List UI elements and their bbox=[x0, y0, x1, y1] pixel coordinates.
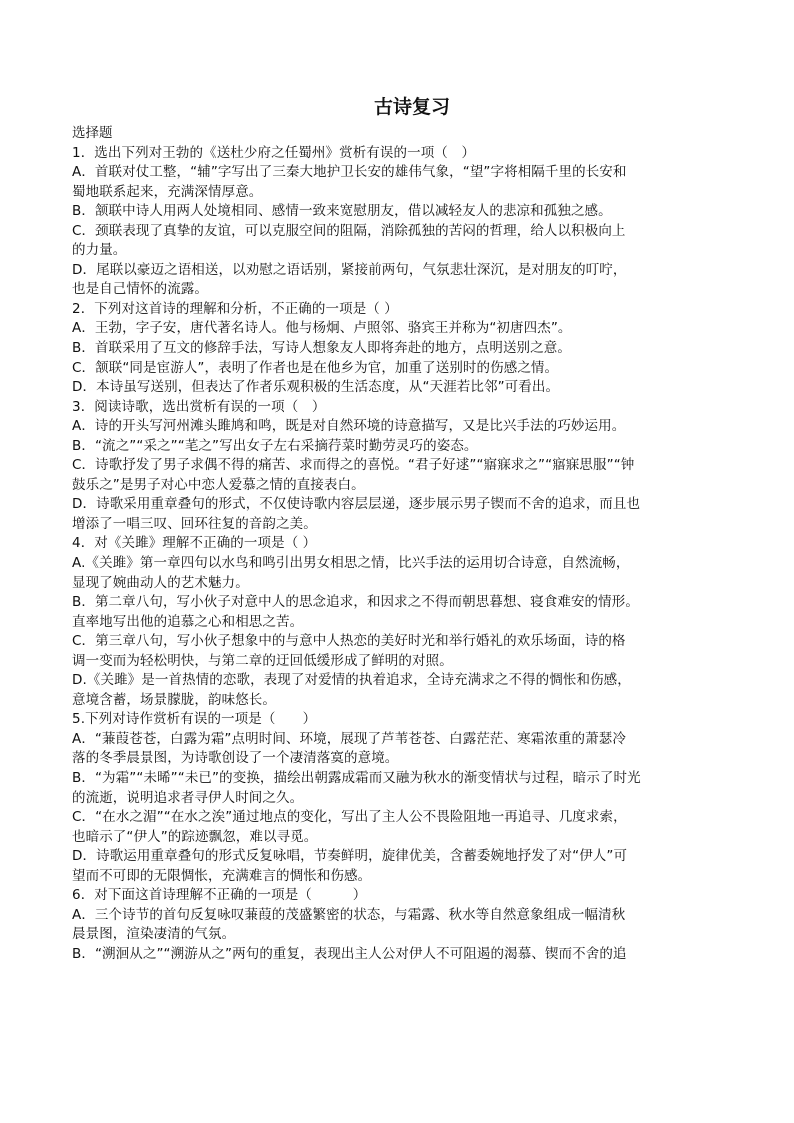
text-line: 调一变而为轻松明快，与第二章的迂回低缓形成了鲜明的对照。 bbox=[72, 652, 453, 669]
text-line: C．“在水之湄”“在水之涘”通过地点的变化，写出了主人公不畏险阻地一再追寻、几度求索， bbox=[72, 809, 627, 826]
text-line: A．三个诗节的首句反复咏叹蒹葭的茂盛繁密的状态，与霜露、秋水等自然意象组成一幅清秋 bbox=[72, 906, 626, 923]
text-line: 直率地写出他的追慕之心和相思之苦。 bbox=[72, 613, 304, 630]
text-line: 的流逝，说明追求者寻伊人时间之久。 bbox=[72, 789, 304, 806]
text-line: 6．对下面这首诗理解不正确的一项是（ ） bbox=[72, 887, 367, 904]
text-line: 也是自己情怀的流露。 bbox=[72, 281, 208, 298]
text-line: 增添了一唱三叹、回环往复的音韵之美。 bbox=[72, 515, 317, 532]
text-line: 5.下列对诗作赏析有误的一项是（ ） bbox=[72, 711, 317, 728]
text-line: 蜀地联系起来，充满深情厚意。 bbox=[72, 183, 263, 200]
text-line: C．第三章八句，写小伙子想象中的与意中人热恋的美好时光和举行婚礼的欢乐场面，诗的格 bbox=[72, 633, 626, 650]
question-text bbox=[72, 144, 794, 965]
document-title: 古诗复习 bbox=[373, 96, 450, 118]
text-line: B．“为霜”“未晞”“未已”的变换，描绘出朝露成霜而又融为秋水的渐变情状与过程，暗示了时光 bbox=[72, 770, 641, 786]
text-line: D．本诗虽写送别，但表达了作者乐观积极的生活态度，从“天涯若比邻”可看出。 bbox=[72, 379, 560, 396]
text-line: D．诗歌运用重章叠句的形式反复咏唱，节奏鲜明，旋律优美，含蓄委婉地抒发了对“伊人”可 bbox=[72, 848, 628, 865]
text-line: D．诗歌采用重章叠句的形式，不仅使诗歌内容层层递，逐步展示男子锲而不舍的追求，而且也 bbox=[72, 496, 641, 513]
text-line: 1．选出下列对王勃的《送杜少府之任蜀州》赏析有误的一项（ ） bbox=[72, 144, 476, 161]
text-line: B．首联采用了互文的修辞手法，写诗人想象友人即将奔赴的地方，点明送别之意。 bbox=[72, 339, 571, 356]
text-line: A．王勃，字子安，唐代著名诗人。他与杨炯、卢照邻、骆宾王并称为“初唐四杰”。 bbox=[72, 320, 572, 337]
text-line: B．颔联中诗人用两人处境相同、感情一致来宽慰朋友，借以减轻友人的悲凉和孤独之感。 bbox=[72, 203, 612, 220]
text-line: C．颔联“同是宦游人”，表明了作者也是在他乡为官，加重了送别时的伤感之情。 bbox=[72, 359, 559, 376]
text-line: 也暗示了“伊人”的踪迹飘忽，难以寻觅。 bbox=[72, 828, 318, 845]
text-line: 望而不可即的无限惆怅，充满难言的惆怅和伤感。 bbox=[72, 867, 372, 884]
text-line: 的力量。 bbox=[72, 242, 127, 259]
text-line: 3．阅读诗歌，选出赏析有误的一项（ ） bbox=[72, 398, 326, 415]
text-line: C．诗歌抒发了男子求偶不得的痛苦、求而得之的喜悦。“君子好逑”“寤寐求之”“寤寐思服”“钟 bbox=[72, 457, 635, 474]
text-line: 4．对《关雎》理解不正确的一项是（ ） bbox=[72, 535, 317, 552]
text-line: D.《关雎》是一首热情的恋歌，表现了对爱情的执着追求，全诗充满求之不得的惆怅和伤感， bbox=[72, 672, 631, 689]
text-line: B．“流之”“采之”“芼之”写出女子左右采摘荇菜时勤劳灵巧的姿态。 bbox=[72, 437, 478, 454]
text-line: B．第二章八句，写小伙子对意中人的思念追求，和因求之不得而朝思暮想、寝食难安的情形。 bbox=[72, 594, 639, 611]
text-line: A．诗的开头写河州滩头雎鸠和鸣，既是对自然环境的诗意描写，又是比兴手法的巧妙运用。 bbox=[72, 418, 626, 435]
section-heading: 选择题 bbox=[72, 125, 113, 141]
text-line: 2．下列对这首诗的理解和分析，不正确的一项是（ ） bbox=[72, 300, 398, 317]
text-line: 晨景图，渲染凄清的气氛。 bbox=[72, 926, 236, 943]
text-line: A.《关雎》第一章四句以水鸟和鸣引出男女相思之情，比兴手法的运用切合诗意，自然流畅， bbox=[72, 554, 630, 571]
text-line: D．尾联以豪迈之语相送，以劝慰之语话别，紧接前两句，气氛悲壮深沉，是对朋友的叮咛， bbox=[72, 261, 627, 278]
text-line: A．首联对仗工整，“辅”字写出了三秦大地护卫长安的雄伟气象，“望”字将相隔千里的长安和 bbox=[72, 164, 627, 181]
text-line: 鼓乐之”是男子对心中恋人爱慕之情的直接表白。 bbox=[72, 476, 365, 493]
text-line: 落的冬季晨景图，为诗歌创设了一个凄清落寞的意境。 bbox=[72, 750, 399, 767]
text-line: A．“蒹葭苍苍，白露为霜”点明时间、环境，展现了芦苇苍苍、白露茫茫、寒霜浓重的萧瑟冷 bbox=[72, 730, 626, 747]
text-line: B．“溯洄从之”“溯游从之”两句的重复，表现出主人公对伊人不可阻遏的渴慕、锲而不舍的追 bbox=[72, 945, 627, 962]
text-line: C．颈联表现了真挚的友谊，可以克服空间的阻隔，消除孤独的苦闷的哲理，给人以积极向上 bbox=[72, 222, 626, 239]
text-line: 意境含蓄，场景朦胧，韵味悠长。 bbox=[72, 691, 276, 708]
text-line: 显现了婉曲动人的艺术魅力。 bbox=[72, 574, 249, 591]
